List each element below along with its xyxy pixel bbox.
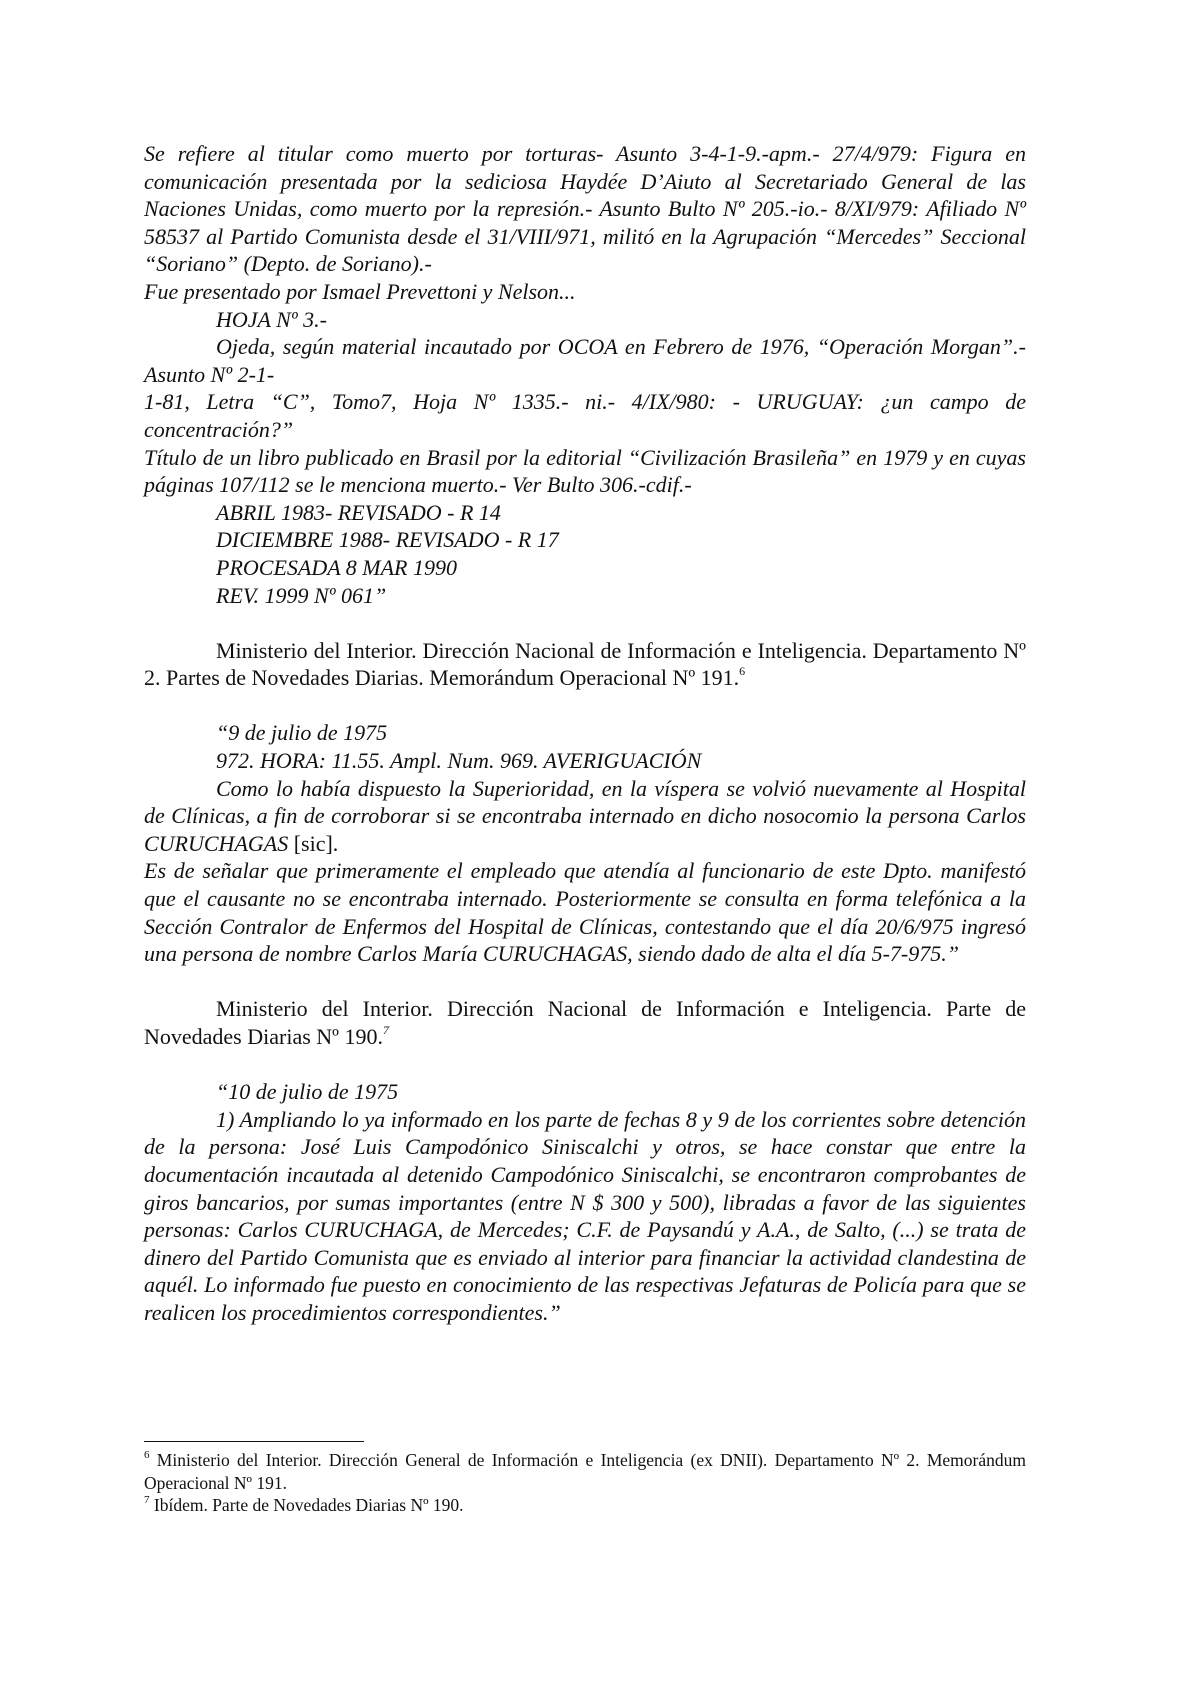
footnotes: [144, 1449, 1026, 1517]
source-text: Ministerio del Interior. Dirección Nacional de Información e Inteligencia. Parte de Novedades Diarias Nº 190.: [144, 996, 1026, 1049]
footnote: [144, 1449, 1026, 1494]
quote-paragraph: Es de señalar que primeramente el empleado que atendía al funcionario de este Dpto. manifestó que el causante no se encontraba internado. Posteriormente se consulta en forma telefónica a la Sección Contralor de Enfermos del Hospital de Clínicas, contestando que el día 20/6/975 ingresó una persona de nombre Carlos María CURUCHAGAS, siendo dado de alta el día 5-7-975.”: [144, 858, 1026, 967]
spacer: [144, 968, 1026, 996]
quote-date: “9 de julio de 1975: [216, 720, 388, 746]
record-paragraph: 1-81, Letra “C”, Tomo7, Hoja Nº 1335.- ni.- 4/IX/980: - URUGUAY: ¿un campo de concentración?”: [144, 389, 1026, 442]
footnote-ref[interactable]: 7: [382, 1022, 389, 1037]
footnote: [144, 1494, 1026, 1517]
record-line: ABRIL 1983- REVISADO - R 14: [216, 499, 501, 525]
footnote-ref[interactable]: 6: [739, 663, 746, 678]
quote-paragraph: [144, 775, 1026, 858]
record-paragraph: Título de un libro publicado en Brasil por la editorial “Civilización Brasileña” en 1979 y en cuyas páginas 107/112 se le menciona muerto.- Ver Bulto 306.-cdif.-: [144, 444, 1026, 498]
record-line: Fue presentado por Ismael Prevettoni y Nelson...: [144, 278, 576, 304]
spacer: [144, 609, 1026, 637]
record-paragraph: Ojeda, según material incautado por OCOA en Febrero de 1976, “Operación Morgan”.- Asunto Nº 2-1-: [144, 334, 1026, 387]
footnote-separator: [144, 1441, 364, 1442]
source-text: Ministerio del Interior. Dirección Nacional de Información e Inteligencia. Departamento Nº 2. Partes de Novedades Diarias. Memorándum Operacional Nº 191.: [144, 637, 1026, 691]
record-line: REV. 1999 Nº 061”: [216, 582, 387, 608]
quote-date: “10 de julio de 1975: [216, 1079, 399, 1105]
source-citation: [144, 995, 1026, 1050]
quote-paragraph: 1) Ampliando lo ya informado en los parte de fechas 8 y 9 de los corrientes sobre detención de la persona: José Luis Campodónico Siniscalchi y otros, se hace constar que entre la documentación incautada al detenido Campodónico Siniscalchi, se encontraron comprobantes de giros bancarios, por sumas importantes (entre N $ 300 y 500), libradas a favor de las siguientes personas: Carlos CURUCHAGA, de Mercedes; C.F. de Paysandú y A.A., de Salto, (...) se trata de dinero del Partido Comunista que es enviado al interior para financiar la actividad clandestina de aquél. Lo informado fue puesto en conocimiento de las respectivas Jefaturas de Policía para que se realicen los procedimientos correspondientes.”: [144, 1106, 1026, 1325]
record-line: HOJA Nº 3.-: [216, 306, 327, 332]
spacer: [144, 1051, 1026, 1079]
footnote-number: 6: [144, 1449, 150, 1462]
quote-text: Como lo había dispuesto la Superioridad, en la víspera se volvió nuevamente al Hospital de Clínicas, a fin de corroborar si se encontraba internado en dicho nosocomio la persona Carlos CURUCHAGAS: [144, 775, 1026, 856]
quote-heading: 972. HORA: 11.55. Ampl. Num. 969. AVERIGUACIÓN: [216, 748, 702, 774]
spacer: [144, 692, 1026, 720]
footnote-number: 7: [144, 1494, 150, 1507]
sic-marker: [sic].: [293, 830, 339, 856]
footnote-text: Ministerio del Interior. Dirección General de Información e Inteligencia (ex DNII). Departamento Nº 2. Memorándum Operacional Nº 191.: [144, 1450, 1026, 1493]
record-line: PROCESADA 8 MAR 1990: [216, 554, 457, 580]
record-line: DICIEMBRE 1988- REVISADO - R 17: [216, 527, 559, 553]
record-paragraph: Se refiere al titular como muerto por torturas- Asunto 3-4-1-9.-apm.- 27/4/979: Figura en comunicación presentada por la sediciosa Haydée D’Aiuto al Secretariado General de las Naciones Unidas, como muerto por la represión.- Asunto Bulto Nº 205.-io.- 8/XI/979: Afiliado Nº 58537 al Partido Comunista desde el 31/VIII/971, militó en la Agrupación “Mercedes” Seccional “Soriano” (Depto. de Soriano).-: [144, 141, 1026, 277]
footnote-text: Ibídem. Parte de Novedades Diarias Nº 190.: [149, 1495, 464, 1515]
document-body: [144, 140, 1026, 1327]
source-citation: [144, 637, 1026, 692]
